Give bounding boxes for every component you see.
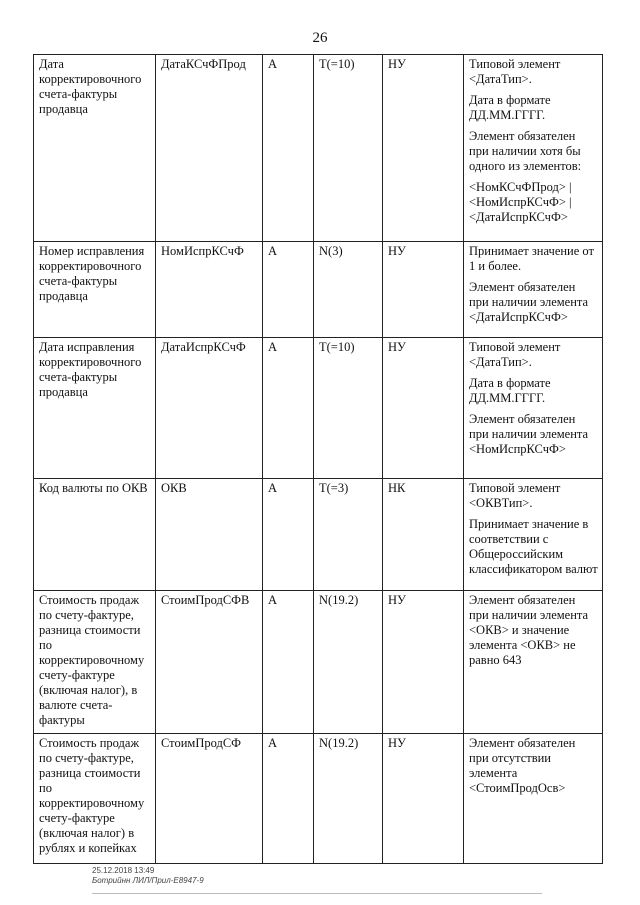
element-status: НУ: [383, 591, 464, 734]
note-text: Типовой элемент <ОКВТип>.: [469, 481, 561, 510]
note-text: <НомКСчФПрод> | <НомИспрКСчФ> | <ДатаИспрКСчФ>: [469, 180, 572, 224]
element-code: СтоимПродСФ: [156, 734, 263, 864]
element-format: Т(=3): [314, 479, 383, 591]
note-text: Элемент обязателен при наличии элемента <ОКВ> и значение элемента <ОКВ> не равно 643: [469, 593, 589, 667]
element-type: А: [263, 242, 314, 338]
table-row: [34, 242, 603, 338]
element-name: Номер исправления корректировочного счета-фактуры продавца: [34, 242, 156, 338]
note-text: Принимает значение в соответствии с Общероссийским классификатором валют: [469, 517, 598, 576]
table-row: [34, 591, 603, 734]
element-status: НУ: [383, 242, 464, 338]
element-notes: [464, 479, 603, 591]
element-code: НомИспрКСчФ: [156, 242, 263, 338]
element-format: N(19.2): [314, 591, 383, 734]
element-status: НК: [383, 479, 464, 591]
table-row: [34, 338, 603, 479]
table-row: [34, 734, 603, 864]
spec-table: [33, 54, 603, 864]
note-text: Элемент обязателен при наличии элемента <НомИспрКСчФ>: [469, 412, 589, 456]
element-notes: [464, 242, 603, 338]
table-row: [34, 479, 603, 591]
element-code: ДатаИспрКСчФ: [156, 338, 263, 479]
note-text: Типовой элемент <ДатаТип>.: [469, 57, 561, 86]
element-notes: [464, 338, 603, 479]
document-footer: [92, 866, 204, 886]
element-name: Стоимость продаж по счету-фактуре, разница стоимости по корректировочному счету-фактуре (включая налог), в валюте счета-фактуры: [34, 591, 156, 734]
element-status: НУ: [383, 55, 464, 242]
element-code: ДатаКСчФПрод: [156, 55, 263, 242]
element-notes: [464, 591, 603, 734]
element-format: Т(=10): [314, 338, 383, 479]
note-text: Типовой элемент <ДатаТип>.: [469, 340, 561, 369]
element-code: ОКВ: [156, 479, 263, 591]
element-notes: [464, 55, 603, 242]
page-number: 26: [312, 30, 328, 46]
element-type: А: [263, 479, 314, 591]
note-text: Принимает значение от 1 и более.: [469, 244, 594, 273]
element-format: N(3): [314, 242, 383, 338]
element-name: Дата корректировочного счета-фактуры продавца: [34, 55, 156, 242]
element-type: А: [263, 55, 314, 242]
footer-doc-ref: Ботрийнн ЛИЛ/Прил-Е8947-9: [92, 876, 204, 885]
note-text: Дата в формате ДД.ММ.ГГГГ.: [469, 376, 551, 405]
element-format: N(19.2): [314, 734, 383, 864]
element-status: НУ: [383, 734, 464, 864]
note-text: Элемент обязателен при наличии элемента <ДатаИспрКСчФ>: [469, 280, 589, 324]
note-text: Дата в формате ДД.ММ.ГГГГ.: [469, 93, 551, 122]
footer-timestamp: 25.12.2018 13:49: [92, 866, 155, 875]
element-name: Дата исправления корректировочного счета-фактуры продавца: [34, 338, 156, 479]
element-type: А: [263, 591, 314, 734]
bottom-divider: [92, 893, 542, 894]
element-format: Т(=10): [314, 55, 383, 242]
element-type: А: [263, 338, 314, 479]
element-type: А: [263, 734, 314, 864]
element-notes: [464, 734, 603, 864]
note-text: Элемент обязателен при отсутствии элемента <СтоимПродОсв>: [469, 736, 576, 795]
table-row: [34, 55, 603, 242]
element-name: Код валюты по ОКВ: [34, 479, 156, 591]
note-text: Элемент обязателен при наличии хотя бы одного из элементов:: [469, 129, 582, 173]
element-code: СтоимПродСФВ: [156, 591, 263, 734]
element-status: НУ: [383, 338, 464, 479]
element-name: Стоимость продаж по счету-фактуре, разница стоимости по корректировочному счету-фактуре (включая налог) в рублях и копейках: [34, 734, 156, 864]
